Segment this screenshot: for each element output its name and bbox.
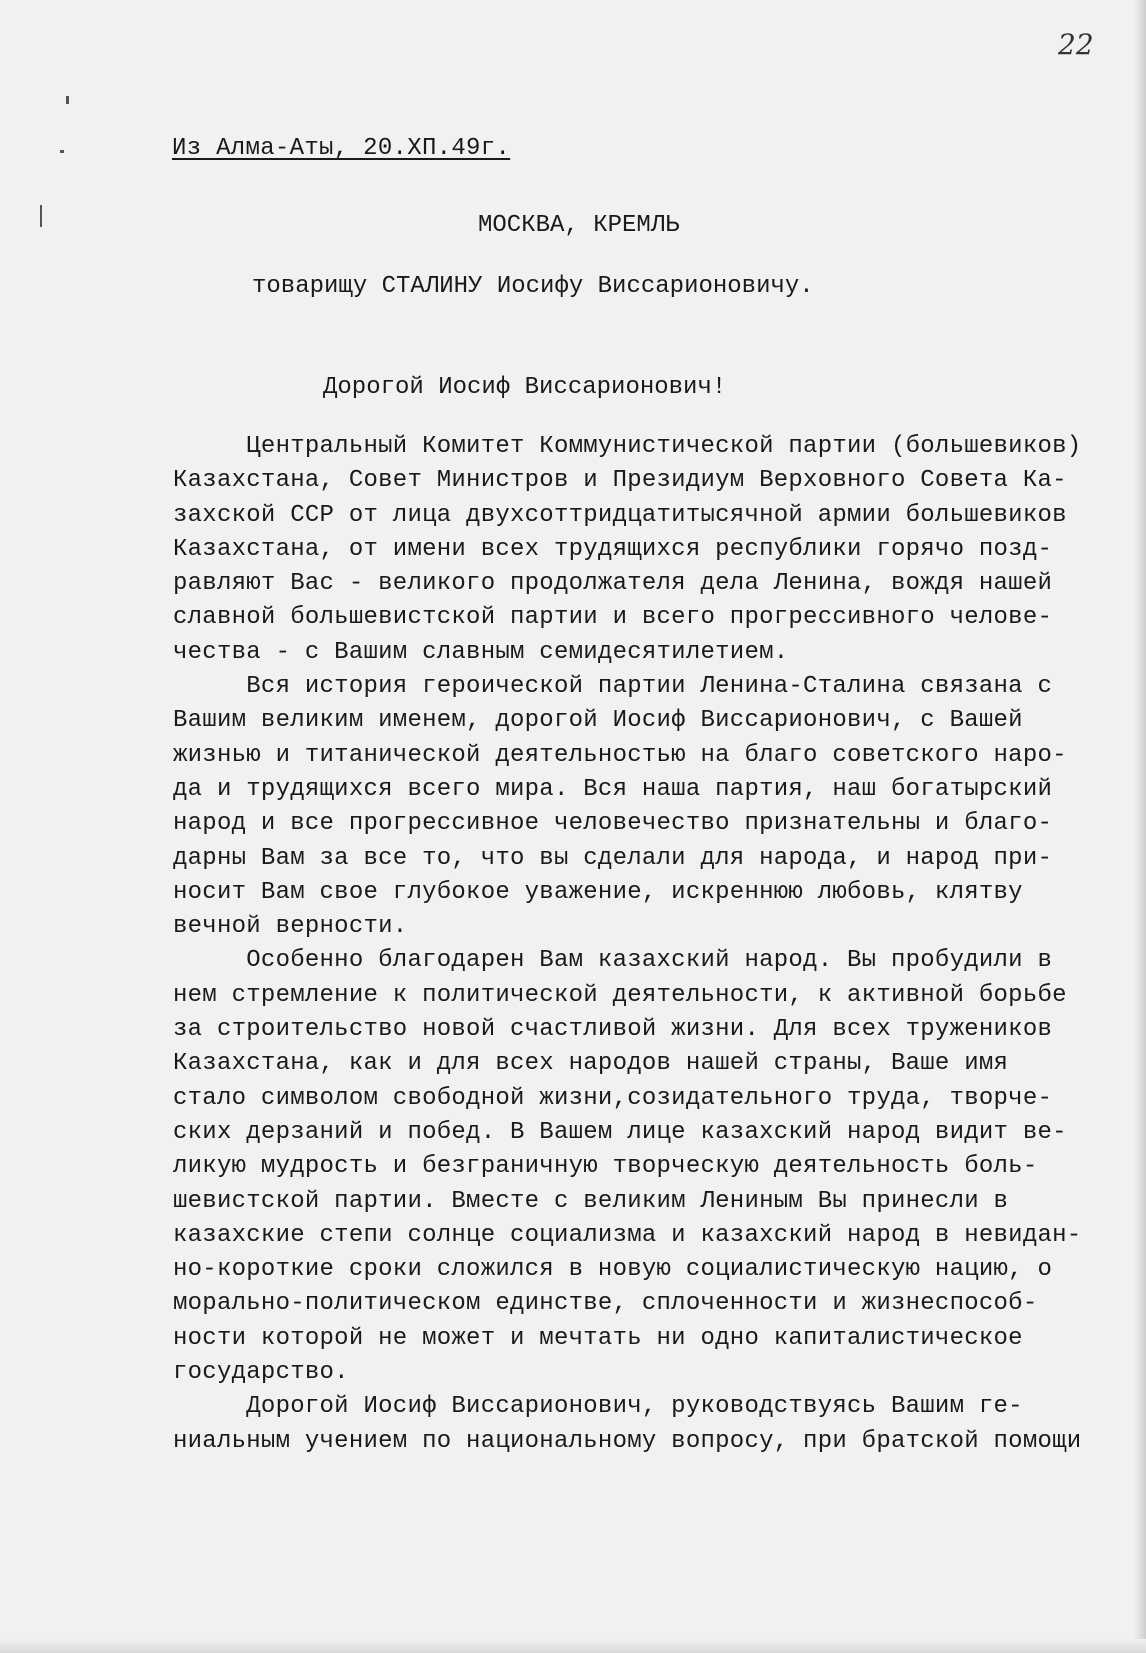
body-line: Казахстана, Совет Министров и Президиум Верховного Совета Ка- (173, 467, 1067, 495)
body-line: Казахстана, как и для всех народов нашей страны, Ваше имя (173, 1050, 1009, 1078)
body-line: казахские степи солнце социализма и казахский народ в невидан- (173, 1221, 1082, 1249)
body-line: нем стремление к политической деятельности, к активной борьбе (173, 981, 1067, 1009)
page-bottom-edge (0, 1639, 1146, 1653)
margin-mark (60, 150, 64, 153)
body-line: ности которой не может и мечтать ни одно капиталистическое (173, 1324, 1023, 1352)
page-edge-shadow (1134, 0, 1146, 1653)
page-number: 22 (1058, 28, 1094, 61)
body-line: стало символом свободной жизни,созидательного труда, творче- (173, 1084, 1053, 1112)
body-line: да и трудящихся всего мира. Вся наша партия, наш богатырский (173, 775, 1053, 803)
body-line: Особенно благодарен Вам казахский народ. Вы пробудили в (173, 947, 1053, 975)
body-line: Вся история героической партии Ленина-Сталина связана с (173, 673, 1053, 701)
body-line: шевистской партии. Вместе с великим Лениным Вы принесли в (173, 1187, 1009, 1215)
destination-line2: товарищу СТАЛИНУ Иосифу Виссарионовичу. (252, 273, 814, 300)
body-line: захской ССР от лица двухсоттридцатитысячной армии большевиков (173, 501, 1067, 529)
body-line: Центральный Комитет Коммунистической партии (большевиков) (173, 433, 1082, 460)
body-line: государство. (173, 1359, 349, 1387)
salutation: Дорогой Иосиф Виссарионович! (323, 374, 727, 401)
margin-mark (40, 205, 42, 227)
body-line: Казахстана, от имени всех трудящихся республики горячо позд- (173, 535, 1053, 563)
body-line: ских дерзаний и побед. В Вашем лице казахский народ видит ве- (173, 1118, 1067, 1146)
body-line: чества - с Вашим славным семидесятилетием. (173, 638, 789, 666)
body-line: за строительство новой счастливой жизни. Для всех тружеников (173, 1016, 1053, 1044)
body-line: вечной верности. (173, 913, 408, 941)
body-line: ликую мудрость и безграничную творческую деятельность боль- (173, 1153, 1038, 1181)
body-line: дарны Вам за все то, что вы сделали для народа, и народ при- (173, 844, 1053, 872)
body-line: славной большевистской партии и всего прогрессивного челове- (173, 604, 1053, 632)
body-line: морально-политическом единстве, сплоченности и жизнеспособ- (173, 1290, 1038, 1318)
body-line: Вашим великим именем, дорогой Иосиф Виссарионович, с Вашей (173, 707, 1023, 735)
body-line: ниальным учением по национальному вопросу, при братской помощи (173, 1427, 1082, 1455)
body-line: Дорогой Иосиф Виссарионович, руководствуясь Вашим ге- (173, 1393, 1023, 1421)
body-line: равляют Вас - великого продолжателя дела Ленина, вождя нашей (173, 570, 1053, 598)
margin-mark (66, 96, 69, 104)
destination-line1: МОСКВА, КРЕМЛЬ (478, 212, 680, 239)
dateline: Из Алма-Аты, 20.XП.49г. (172, 135, 511, 162)
body-line: но-короткие сроки сложился в новую социалистическую нацию, о (173, 1256, 1053, 1284)
body-line: носит Вам свое глубокое уважение, искреннюю любовь, клятву (173, 878, 1023, 906)
body-line: жизнью и титанической деятельностью на благо советского наро- (173, 741, 1067, 769)
body-line: народ и все прогрессивное человечество признательны и благо- (173, 810, 1053, 838)
letter-body (173, 430, 1081, 1459)
